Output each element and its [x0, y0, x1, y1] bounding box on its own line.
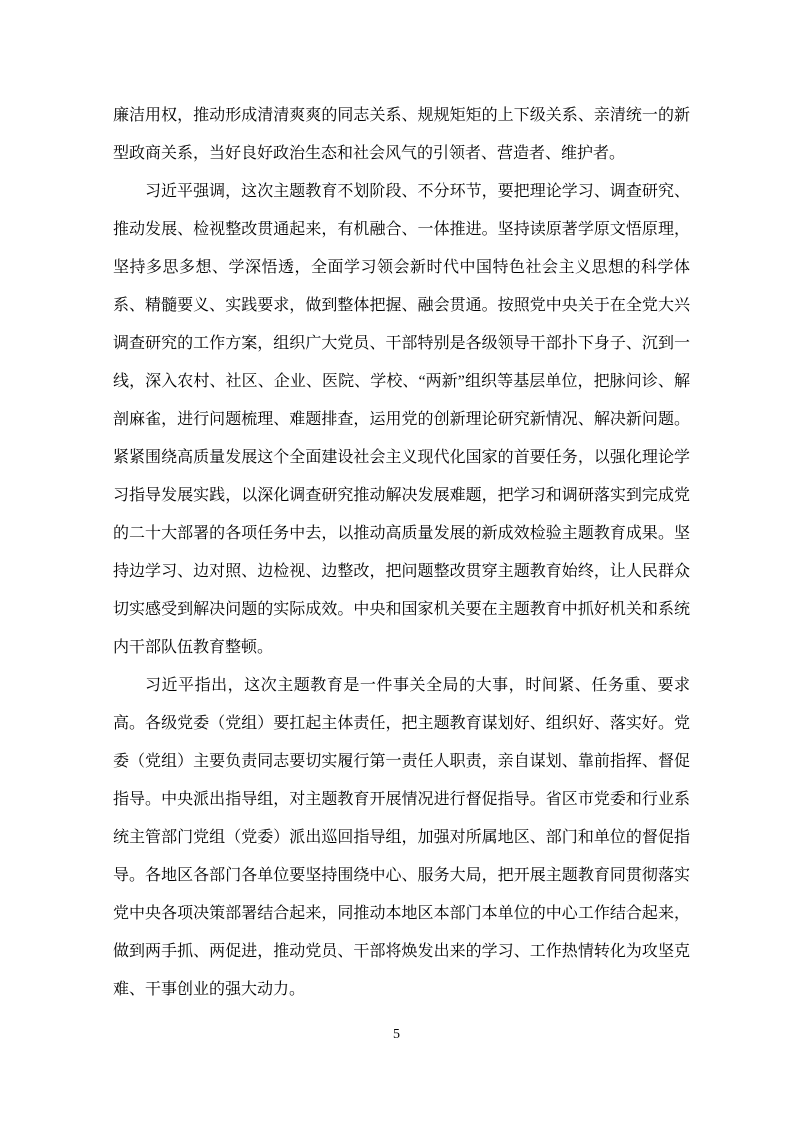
paragraph: 廉洁用权，推动形成清清爽爽的同志关系、规规矩矩的上下级关系、亲清统一的新型政商关系，当好良好政治生态和社会风气的引领者、营造者、维护者。: [113, 107, 690, 162]
document-body: [113, 97, 690, 1009]
page-number: 5: [393, 1027, 400, 1042]
page-footer: [0, 1026, 793, 1044]
paragraph: 习近平强调，这次主题教育不划阶段、不分环节，要把理论学习、调查研究、推动发展、检视整改贯通起来，有机融合、一体推进。坚持读原著学原文悟原理，坚持多思多想、学深悟透，全面学习领会新时代中国特色社会主义思想的科学体系、精髓要义、实践要求，做到整体把握、融会贯通。按照党中央关于在全党大兴调查研究的工作方案，组织广大党员、干部特别是各级领导干部扑下身子、沉到一线，深入农村、社区、企业、医院、学校、“两新”组织等基层单位，把脉问诊、解剖麻雀，进行问题梳理、难题排查，运用党的创新理论研究新情况、解决新问题。紧紧围绕高质量发展这个全面建设社会主义现代化国家的首要任务，以强化理论学习指导发展实践，以深化调查研究推动解决发展难题，把学习和调研落实到完成党的二十大部署的各项任务中去，以推动高质量发展的新成效检验主题教育成果。坚持边学习、边对照、边检视、边整改，把问题整改贯穿主题教育始终，让人民群众切实感受到解决问题的实际成效。中央和国家机关要在主题教育中抓好机关和系统内干部队伍教育整顿。: [113, 183, 690, 656]
paragraph: 习近平指出，这次主题教育是一件事关全局的大事，时间紧、任务重、要求高。各级党委（党组）要扛起主体责任，把主题教育谋划好、组织好、落实好。党委（党组）主要负责同志要切实履行第一责任人职责，亲自谋划、靠前指挥、督促指导。中央派出指导组，对主题教育开展情况进行督促指导。省区市党委和行业系统主管部门党组（党委）派出巡回指导组，加强对所属地区、部门和单位的督促指导。各地区各部门各单位要坚持围绕中心、服务大局，把开展主题教育同贯彻落实党中央各项决策部署结合起来，同推动本地区本部门本单位的中心工作结合起来，做到两手抓、两促进，推动党员、干部将焕发出来的学习、工作热情转化为攻坚克难、干事创业的强大动力。: [113, 677, 690, 998]
